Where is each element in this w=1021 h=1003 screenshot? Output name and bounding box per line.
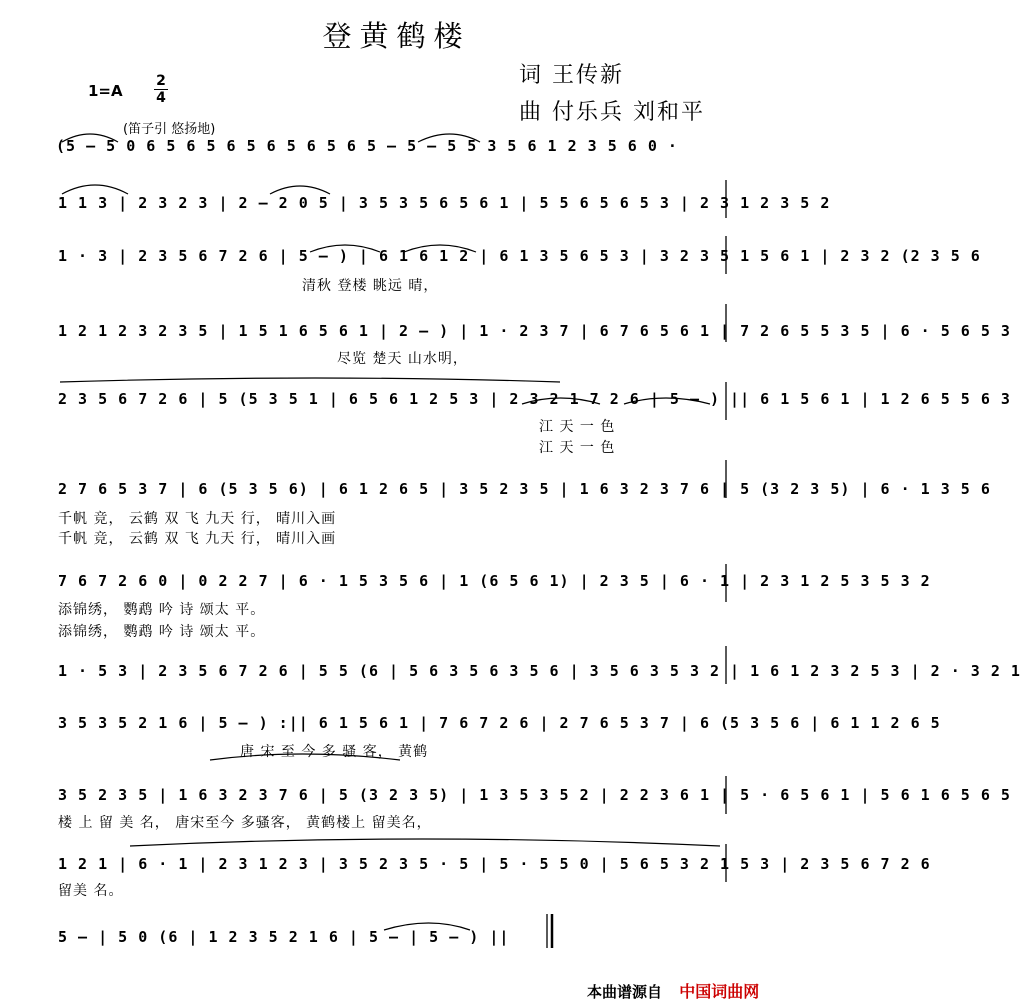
footer-site-link[interactable]: 中国词曲网: [679, 982, 760, 1001]
key-signature: 1=A: [88, 82, 123, 100]
composer-credit: 曲 付乐兵 刘和平: [519, 100, 705, 125]
score-row: 1 · 5 3 | 2 3 5 6 7 2 6 | 5 5 (6 | 5 6 3 5 6 3 5 6 | 3 5 6 3 5 3 2 | 1 6 1 2 3 2 5 3 | 2 · 3 2 1: [58, 662, 1021, 680]
lyric-row: 唐 宋 至 今 多 骚 客， 黄鹤: [240, 744, 429, 760]
lyricist-credit: 词 王传新: [519, 63, 624, 88]
lyric-row: 千帆 竞， 云鹤 双 飞 九天 行， 晴川入画: [58, 511, 337, 527]
score-row: 7 6 7 2 6 0 | 0 2 2 7 | 6 · 1 5 3 5 6 | 1 (6 5 6 1) | 2 3 5 | 6 · 1 | 2 3 1 2 5 3 5 3 2: [58, 572, 931, 590]
time-signature-bottom: 4: [156, 90, 166, 106]
lyric-row: 江 天 一 色: [539, 419, 616, 435]
lyric-row: 楼 上 留 美 名， 唐宋至今 多骚客， 黄鹤楼上 留美名，: [58, 815, 432, 831]
score-row: 1 2 1 2 3 2 3 5 | 1 5 1 6 5 6 1 | 2 – ) | 1 · 2 3 7 | 6 7 6 5 6 1 | 7 2 6 5 5 3 5 | 6 · 5 6 5 3: [58, 322, 1011, 340]
song-title: 登黄鹤楼: [322, 19, 471, 53]
time-signature-top: 2: [156, 73, 166, 89]
footer-source-label: 本曲谱源自: [587, 983, 663, 1001]
lyric-row: 江 天 一 色: [539, 440, 616, 456]
score-row: (5 – 5 0 6 5 6 5 6 5 6 5 6 5 6 5 – 5 – 5 5 3 5 6 1 2 3 5 6 0 ·: [56, 137, 678, 155]
footer: [587, 979, 759, 1002]
lyric-row: 添锦绣， 鹦鹉 吟 诗 颂太 平。: [58, 602, 266, 618]
intro-instruction: (笛子引 悠扬地): [123, 122, 216, 137]
lyric-row: 添锦绣， 鹦鹉 吟 诗 颂太 平。: [58, 624, 266, 640]
score-row: 5 – | 5 0 (6 | 1 2 3 5 2 1 6 | 5 – | 5 – ) ||: [58, 928, 510, 946]
score-row: 1 · 3 | 2 3 5 6 7 2 6 | 5 – ) | 6 1 6 1 2 | 6 1 3 5 6 5 3 | 3 2 3 5 1 5 6 1 | 2 3 2 (2 3 5 6: [58, 247, 981, 265]
score-row: 2 3 5 6 7 2 6 | 5 (5 3 5 1 | 6 5 6 1 2 5 3 | 2 3 2 1 7 2 6 | 5 – ) || 6 1 5 6 1 | 1 2 6 5 5 6 3: [58, 390, 1011, 408]
score-row: 2 7 6 5 3 7 | 6 (5 3 5 6) | 6 1 2 6 5 | 3 5 2 3 5 | 1 6 3 2 3 7 6 | 5 (3 2 3 5) | 6 · 1 3 5 6: [58, 480, 991, 498]
lyric-row: 清秋 登楼 眺远 晴，: [302, 278, 439, 294]
lyric-row: 留美 名。: [58, 883, 124, 899]
score-row: 3 5 3 5 2 1 6 | 5 – ) :|| 6 1 5 6 1 | 7 6 7 2 6 | 2 7 6 5 3 7 | 6 (5 3 5 6 | 6 1 1 2 6 5: [58, 714, 941, 732]
score-row: 3 5 2 3 5 | 1 6 3 2 3 7 6 | 5 (3 2 3 5) | 1 3 5 3 5 2 | 2 2 3 6 1 | 5 · 6 5 6 1 | 5 6 1 6 5 6 5: [58, 786, 1011, 804]
score-row: 1 1 3 | 2 3 2 3 | 2 – 2 0 5 | 3 5 3 5 6 5 6 1 | 5 5 6 5 6 5 3 | 2 3 1 2 3 5 2: [58, 194, 831, 212]
score-row: 1 2 1 | 6 · 1 | 2 3 1 2 3 | 3 5 2 3 5 · 5 | 5 · 5 5 0 | 5 6 5 3 2 1 5 3 | 2 3 5 6 7 2 6: [58, 855, 931, 873]
lyric-row: 尽览 楚天 山水明，: [337, 351, 468, 367]
lyric-row: 千帆 竞， 云鹤 双 飞 九天 行， 晴川入画: [58, 531, 337, 547]
